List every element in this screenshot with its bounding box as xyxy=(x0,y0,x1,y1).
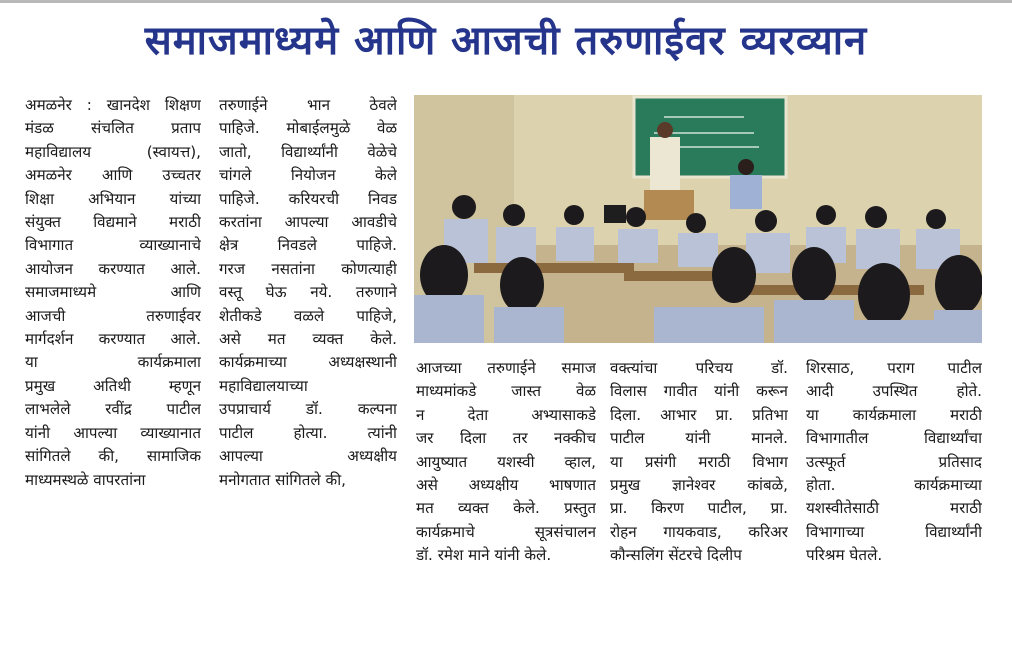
text-line: न देता अभ्यासाकडे xyxy=(416,405,596,424)
text-line: क्षेत्र निवडले पाहिजे. xyxy=(219,236,397,255)
text-line: करतांना आपल्या आवडीचे xyxy=(219,213,397,232)
text-line: मार्गदर्शन करण्यात आले. xyxy=(25,330,201,349)
text-line: सांगितले की, सामाजिक xyxy=(25,447,201,466)
text-line: चांगले नियोजन केले xyxy=(219,166,397,185)
text-line: कौन्सलिंग सेंटरचे दिलीप xyxy=(610,546,742,565)
text-line: कार्यक्रमाचे सूत्रसंचालन xyxy=(416,522,596,541)
text-line: या प्रसंगी मराठी विभाग xyxy=(610,452,788,471)
text-line: उत्स्फूर्त प्रतिसाद xyxy=(806,452,982,471)
text-line: प्रमुख ज्ञानेश्वर कांबळे, xyxy=(610,476,788,495)
classroom-photo xyxy=(414,95,982,343)
text-line: असे मत व्यक्त केले. xyxy=(219,330,397,349)
article-column-1 xyxy=(25,94,201,492)
text-line: मनोगतात सांगितले की, xyxy=(219,470,346,489)
text-line: पाहिजे. करियरची निवड xyxy=(219,189,397,208)
text-line: वक्त्यांचा परिचय डॉ. xyxy=(610,359,788,377)
text-line: वस्तू घेऊ नये. तरुणाने xyxy=(219,283,397,302)
text-line: शिरसाठ, पराग पाटील xyxy=(806,359,982,377)
text-line: यांनी आपल्या व्याख्यानात xyxy=(25,423,201,442)
text-line: शिक्षा अभियान यांच्या xyxy=(25,189,201,208)
text-line: पाटील यांनी मानले. xyxy=(610,429,788,448)
text-line: लाभलेले रवींद्र पाटील xyxy=(25,400,201,419)
text-line: आदी उपस्थित होते. xyxy=(806,382,982,401)
text-line: उपप्राचार्य डॉ. कल्पना xyxy=(219,400,397,419)
text-line: पाटील होत्या. त्यांनी xyxy=(219,423,397,442)
text-line: विभागात व्याख्यानाचे xyxy=(25,236,201,255)
article-column-4 xyxy=(610,357,788,568)
text-line: दिला. आभार प्रा. प्रतिभा xyxy=(610,405,788,424)
text-line: महाविद्यालय (स्वायत्त), xyxy=(25,142,201,161)
text-line: विभागातील विद्यार्थ्यांचा xyxy=(806,429,982,448)
text-line: विभागाच्या विद्यार्थ्यांनी xyxy=(806,522,982,541)
text-line: महाविद्यालयाच्या xyxy=(219,376,308,395)
text-line: आपल्या अध्यक्षीय xyxy=(219,447,397,466)
text-line: आयोजन करण्यात आले. xyxy=(25,259,201,278)
text-line: मंडळ संचलित प्रताप xyxy=(25,119,201,138)
text-line: मत व्यक्त केले. प्रस्तुत xyxy=(416,499,596,518)
text-line: विलास गावीत यांनी करून xyxy=(610,382,788,401)
text-line: परिश्रम घेतले. xyxy=(806,546,883,565)
text-line: माध्यमांकडे जास्त वेळ xyxy=(416,382,596,401)
text-line: जर दिला तर नक्कीच xyxy=(416,429,596,448)
text-line: होता. कार्यक्रमाच्या xyxy=(806,476,982,495)
article-column-5 xyxy=(806,357,982,568)
text-line: या कार्यक्रमाला मराठी xyxy=(806,405,982,424)
article-column-3 xyxy=(416,357,596,568)
article-column-2 xyxy=(219,94,397,492)
text-line: आजची तरुणाईवर xyxy=(25,306,201,325)
text-line: अमळनेर आणि उच्चतर xyxy=(25,166,201,185)
top-rule xyxy=(0,0,1012,3)
text-line: या कार्यक्रमाला xyxy=(25,353,201,372)
text-line: संयुक्त विद्यमाने मराठी xyxy=(25,213,201,232)
text-line: प्रा. किरण पाटील, प्रा. xyxy=(610,499,788,518)
text-line: डॉ. रमेश माने यांनी केले. xyxy=(416,546,552,565)
article-headline: समाजमाध्यमे आणि आजची तरुणाईवर व्यरव्यान xyxy=(144,18,868,64)
text-line: माध्यमस्थळे वापरतांना xyxy=(25,470,146,489)
text-line: अमळनेर : खानदेश शिक्षण xyxy=(25,96,201,114)
text-line: आयुष्यात यशस्वी व्हाल, xyxy=(416,452,596,471)
text-line: पाहिजे. मोबाईलमुळे वेळ xyxy=(219,119,397,138)
text-line: तरुणाईने भान ठेवले xyxy=(219,96,397,114)
text-line: प्रमुख अतिथी म्हणून xyxy=(25,376,201,395)
text-line: रोहन गायकवाड, करिअर xyxy=(610,522,788,541)
text-line: आजच्या तरुणाईने समाज xyxy=(416,359,596,377)
text-line: कार्यक्रमाच्या अध्यक्षस्थानी xyxy=(219,353,397,372)
text-line: जातो, विद्यार्थ्यांनी वेळेचे xyxy=(219,142,397,161)
text-line: यशस्वीतेसाठी मराठी xyxy=(806,499,982,518)
text-line: असे अध्यक्षीय भाषणात xyxy=(416,476,596,495)
text-line: गरज नसतांना कोणत्याही xyxy=(219,259,397,278)
classroom-photo-graphic xyxy=(414,95,982,343)
text-line: शेतीकडे वळले पाहिजे, xyxy=(219,306,397,325)
text-line: समाजमाध्यमे आणि xyxy=(25,283,201,302)
